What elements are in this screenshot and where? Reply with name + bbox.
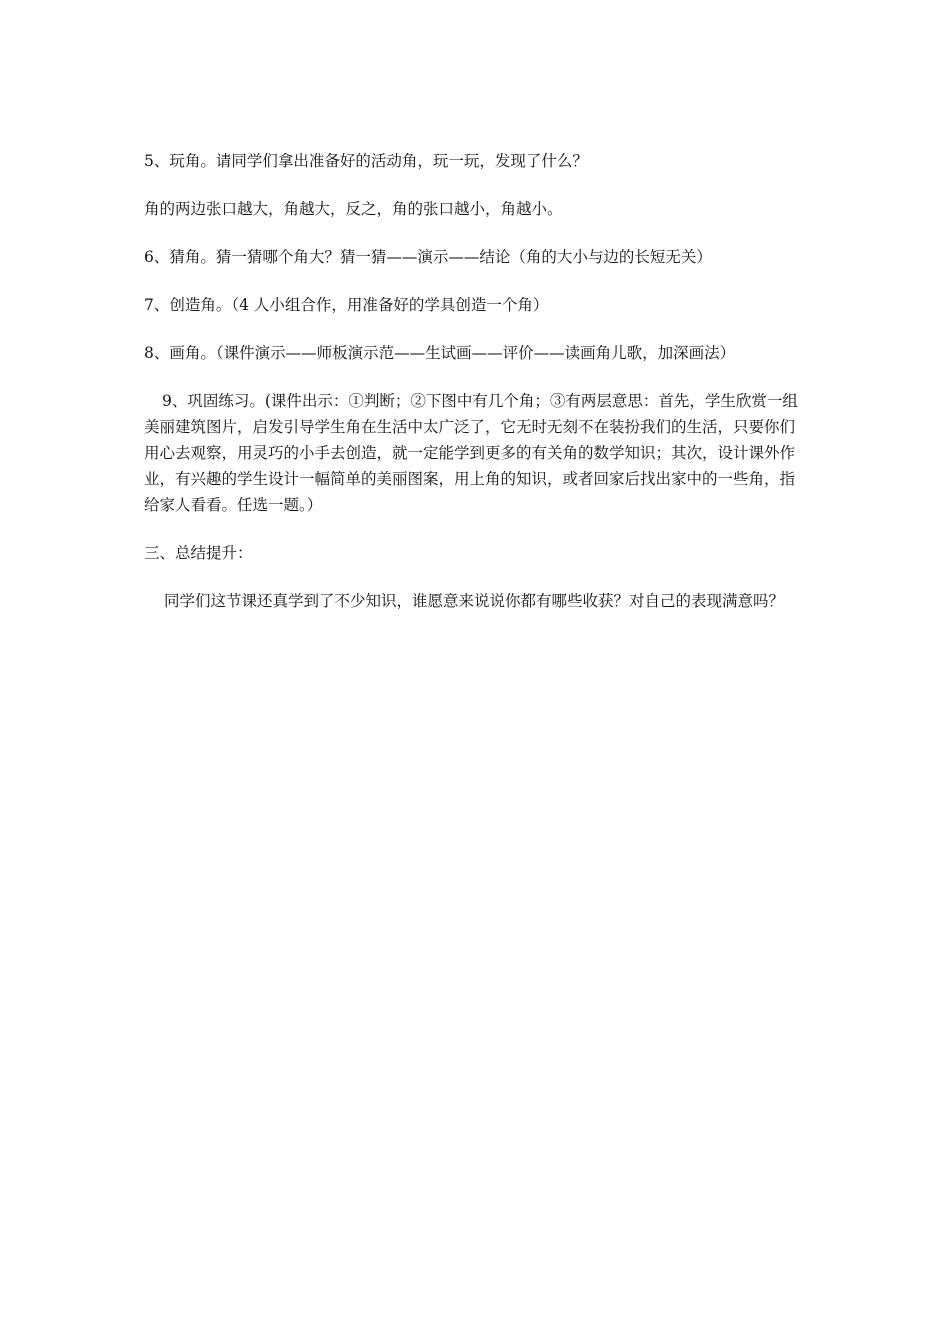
paragraph-create-angle: 7、创造角。（4 人小组合作，用准备好的学具创造一个角） [144, 296, 549, 314]
paragraph-consolidation-exercise: 9、巩固练习。(课件出示：①判断；②下图中有几个角；③有两层意思：首先，学生欣赏一组美丽建筑图片，启发引导学生角在生活中太广泛了，它无时无刻不在装扮我们的生活，只要你们用心去观察，用灵巧的小手去创造，就一定能学到更多的有关角的数学知识；其次，设计课外作业，有兴趣的学生设计一幅简单的美丽图案，用上角的知识，或者回家后找出家中的一些角，指给家人看看。任选一题。） [144, 392, 798, 514]
document-body [144, 148, 806, 614]
paragraph-guess-angle: 6、猜角。猜一猜哪个角大？猜一猜——演示——结论（角的大小与边的长短无关） [144, 248, 712, 266]
paragraph-angle-opening: 角的两边张口越大，角越大，反之，角的张口越小，角越小。 [144, 200, 563, 218]
paragraph-summary-question: 同学们这节课还真学到了不少知识，谁愿意来说说你都有哪些收获？对自己的表现满意吗？ [164, 592, 785, 610]
paragraph-draw-angle: 8、画角。（课件演示——师板演示范——生试画——评价——读画角儿歌，加深画法） [144, 344, 736, 362]
paragraph-play-angle: 5、玩角。请同学们拿出准备好的活动角，玩一玩，发现了什么？ [144, 152, 588, 170]
section-heading-summary: 三、总结提升： [144, 544, 253, 562]
